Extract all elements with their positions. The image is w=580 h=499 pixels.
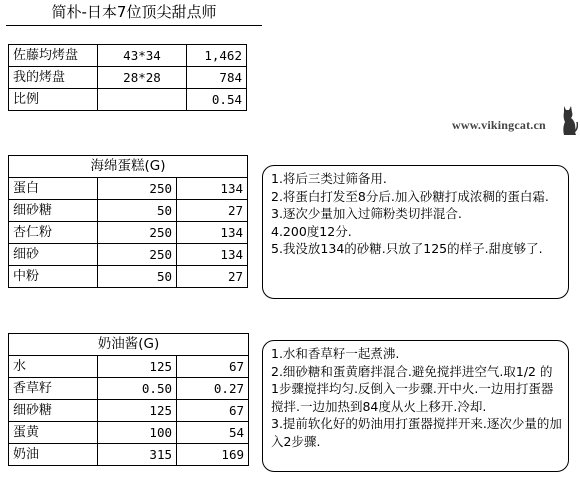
- ingredient-scaled: 67: [177, 400, 249, 422]
- ratio-name-cell: 比例: [9, 89, 98, 111]
- table-row: [9, 356, 249, 378]
- ingredient-scaled: 67: [177, 356, 249, 378]
- sponge-table-header: 海绵蛋糕(G): [9, 156, 248, 178]
- table-row: [9, 422, 249, 444]
- ratio-value-cell: 784: [187, 67, 247, 89]
- note-step: 1.水和香草籽一起煮沸.: [271, 346, 400, 361]
- ratio-size-cell: 28*28: [98, 67, 187, 89]
- note-step: 4.200度12分.: [271, 223, 352, 239]
- sponge-cake-notes: [262, 165, 569, 299]
- cat-silhouette-icon: [560, 104, 578, 136]
- note-step: 2.将蛋白打发至8分后.加入砂糖打成浓稠的蛋白霜.: [271, 188, 549, 204]
- ingredient-name: 香草籽: [9, 378, 98, 400]
- note-step: 1.将后三类过筛备用.: [271, 171, 387, 186]
- table-row: [9, 67, 247, 89]
- custard-cream-notes: [262, 340, 569, 472]
- ingredient-name: 蛋白: [9, 178, 98, 200]
- ingredient-scaled: 134: [177, 178, 248, 200]
- ingredient-scaled: 0.27: [177, 378, 249, 400]
- ingredient-original: 50: [98, 200, 177, 222]
- ingredient-name: 细砂糖: [9, 400, 98, 422]
- ingredient-name: 细砂: [9, 244, 98, 266]
- ingredient-scaled: 134: [177, 244, 248, 266]
- table-row: [9, 244, 248, 266]
- custard-table-header: 奶油酱(G): [9, 334, 249, 356]
- custard-cream-table: [8, 333, 249, 466]
- ratio-size-cell: 43*34: [98, 45, 187, 67]
- table-header-row: [9, 156, 248, 178]
- ingredient-original: 125: [98, 400, 177, 422]
- table-row: [9, 222, 248, 244]
- ingredient-original: 0.50: [98, 378, 177, 400]
- ratio-name-cell: 我的烤盘: [9, 67, 98, 89]
- pan-ratio-table: [8, 44, 247, 111]
- ratio-value-cell: 1,462: [187, 45, 247, 67]
- ingredient-original: 100: [98, 422, 177, 444]
- ingredient-original: 315: [98, 444, 177, 466]
- ingredient-name: 奶油: [9, 444, 98, 466]
- ingredient-name: 水: [9, 356, 98, 378]
- ingredient-name: 蛋黄: [9, 422, 98, 444]
- note-step: 5.我没放134的砂糖.只放了125的样子.甜度够了.: [271, 241, 543, 256]
- watermark-text: www.vikingcat.cn: [452, 118, 546, 132]
- ingredient-original: 125: [98, 356, 177, 378]
- ingredient-scaled: 134: [177, 222, 248, 244]
- ingredient-scaled: 27: [177, 266, 248, 288]
- table-row: [9, 178, 248, 200]
- ingredient-name: 细砂糖: [9, 200, 98, 222]
- ingredient-name: 杏仁粉: [9, 222, 98, 244]
- ingredient-original: 50: [98, 266, 177, 288]
- ingredient-scaled: 27: [177, 200, 248, 222]
- sponge-cake-table: [8, 155, 248, 288]
- table-row: [9, 200, 248, 222]
- ingredient-name: 中粉: [9, 266, 98, 288]
- ingredient-original: 250: [98, 244, 177, 266]
- table-row: [9, 378, 249, 400]
- page-title: 简朴-日本7位顶尖甜点师: [6, 1, 262, 26]
- ratio-name-cell: 佐藤均烤盘: [9, 45, 98, 67]
- ratio-value-cell: 0.54: [187, 89, 247, 111]
- table-row: [9, 400, 249, 422]
- note-step: 3.提前软化好的奶油用打蛋器搅拌开来.逐次少量的加入2步骤.: [271, 416, 562, 449]
- ratio-size-cell: [98, 89, 187, 111]
- ingredient-scaled: 54: [177, 422, 249, 444]
- note-step: 3.逐次少量加入过筛粉类切拌混合.: [271, 206, 462, 221]
- ingredient-original: 250: [98, 222, 177, 244]
- ingredient-original: 250: [98, 178, 177, 200]
- ingredient-scaled: 169: [177, 444, 249, 466]
- table-row: [9, 45, 247, 67]
- table-row: [9, 266, 248, 288]
- note-step: 2.细砂糖和蛋黄磨拌混合.避免搅拌进空气.取1/2 的 1步骤搅拌均匀.反倒入一步骤.开中火.一边用打蛋器搅拌.一边加热到84度从火上移开.冷却.: [271, 363, 554, 414]
- table-row: [9, 444, 249, 466]
- table-row: [9, 89, 247, 111]
- table-header-row: [9, 334, 249, 356]
